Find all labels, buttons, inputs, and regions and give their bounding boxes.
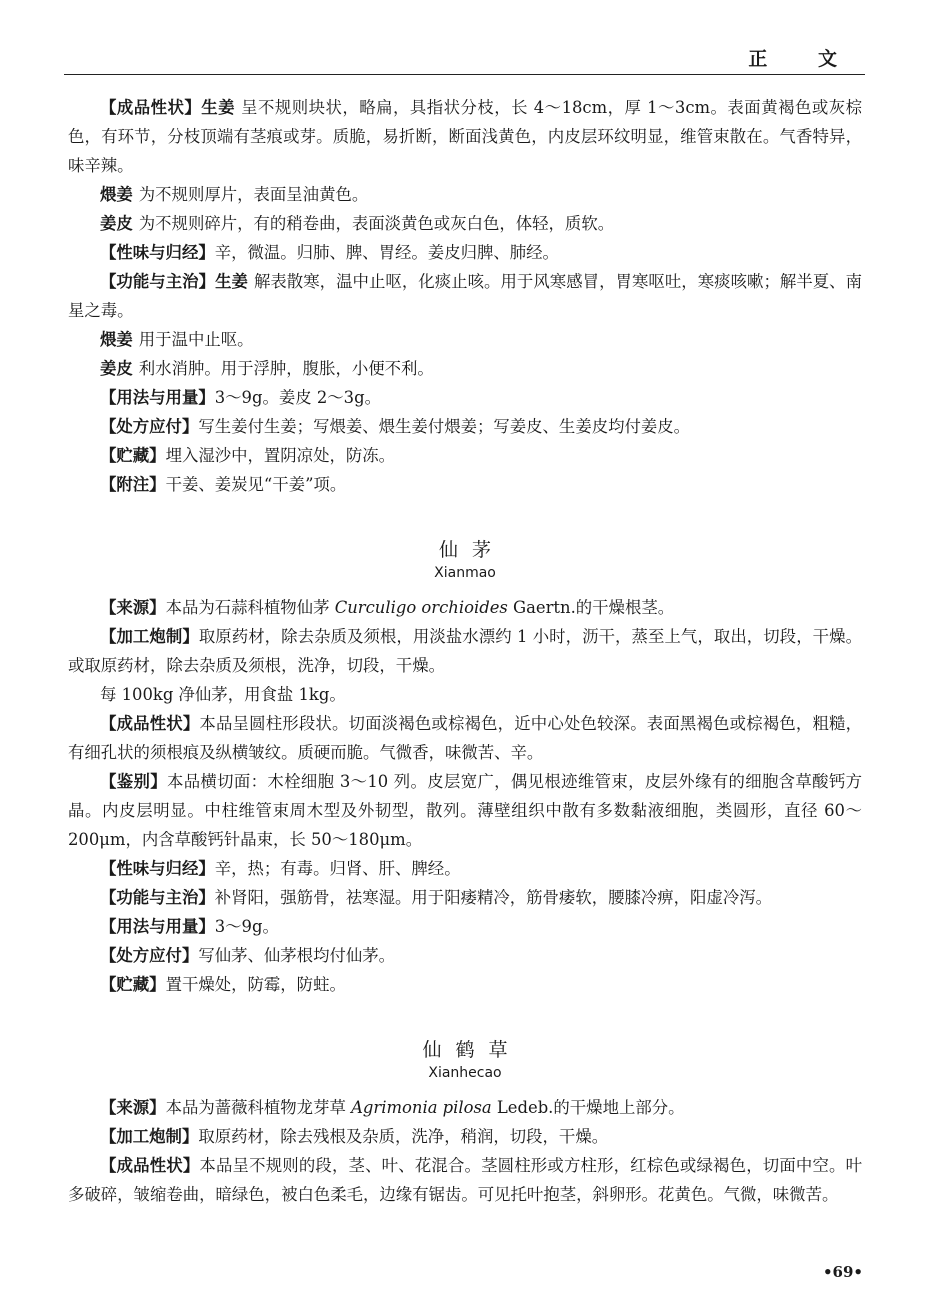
paragraph bbox=[68, 854, 862, 883]
paragraph-text: 辛，热；有毒。归肾、肝、脾经。 bbox=[214, 859, 461, 878]
entry-pinyin: Xianhecao bbox=[428, 1065, 502, 1081]
header-title: 正 文 bbox=[748, 48, 859, 70]
section-heading: 【加工炮制】 bbox=[100, 1127, 199, 1146]
paragraph-text: 置干燥处，防霉，防蛀。 bbox=[165, 975, 346, 994]
section-heading: 【处方应付】 bbox=[100, 417, 199, 436]
paragraph bbox=[68, 970, 862, 999]
paragraph-text: 3～9g。姜皮 2～3g。 bbox=[214, 388, 381, 407]
section-heading: 【用法与用量】 bbox=[100, 917, 215, 936]
paragraph-text: 干姜、姜炭见“干姜”项。 bbox=[165, 475, 347, 494]
page-header bbox=[64, 40, 865, 75]
section-heading: 【贮藏】 bbox=[100, 975, 166, 994]
paragraph bbox=[68, 470, 862, 499]
page-number: •69• bbox=[822, 1263, 863, 1281]
keyword: 煨姜 bbox=[100, 185, 133, 204]
paragraph bbox=[68, 180, 862, 209]
paragraph bbox=[68, 93, 862, 180]
paragraph-text: 解表散寒，温中止呕，化痰止咳。用于风寒感冒，胃寒呕吐，寒痰咳嗽；解半夏、南星之毒。 bbox=[68, 272, 863, 320]
paragraph-text: 辛，微温。归肺、脾、胃经。姜皮归脾、肺经。 bbox=[214, 243, 559, 262]
paragraph bbox=[68, 941, 862, 970]
section-heading: 【成品性状】 bbox=[100, 714, 200, 733]
paragraph bbox=[68, 883, 862, 912]
paragraph bbox=[68, 441, 862, 470]
section-heading: 【成品性状】 bbox=[100, 98, 202, 117]
paragraph-text: 埋入湿沙中，置阴凉处，防冻。 bbox=[165, 446, 396, 465]
section-heading: 【来源】 bbox=[100, 598, 166, 617]
paragraph-text: 本品横切面：木栓细胞 3～10 列。皮层宽广，偶见根迹维管束，皮层外缘有的细胞含草酸钙方晶。内皮层明显。中柱维管束周木型及外韧型，散列。薄壁组织中散有多数黏液细胞，类圆形，直径 60～200μm，内含草酸钙针晶束，长 50～180μm。 bbox=[68, 772, 863, 849]
entry-title: 仙鹤草 bbox=[422, 1039, 522, 1061]
paragraph bbox=[68, 412, 862, 441]
paragraph bbox=[68, 622, 862, 680]
paragraph bbox=[68, 383, 862, 412]
paragraph-text: Ledeb.的干燥地上部分。 bbox=[491, 1098, 685, 1117]
section-heading: 【附注】 bbox=[100, 475, 166, 494]
page-content bbox=[68, 93, 862, 1209]
paragraph bbox=[68, 238, 862, 267]
section-heading: 【贮藏】 bbox=[100, 446, 166, 465]
paragraph-text: 3～9g。 bbox=[214, 917, 279, 936]
keyword: 生姜 bbox=[201, 98, 236, 117]
paragraph-text: 利水消肿。用于浮肿，腹胀，小便不利。 bbox=[138, 359, 434, 378]
paragraph-text: 补肾阳，强筋骨，祛寒湿。用于阳痿精冷，筋骨痿软，腰膝冷痹，阳虚冷泻。 bbox=[214, 888, 773, 907]
paragraph-text: Gaertn.的干燥根茎。 bbox=[507, 598, 675, 617]
section-heading: 【鉴别】 bbox=[100, 772, 167, 791]
section-heading: 【来源】 bbox=[100, 1098, 166, 1117]
paragraph-text: 取原药材，除去杂质及须根，用淡盐水漂约 1 小时，沥干，蒸至上气，取出，切段，干燥。或取原药材，除去杂质及须根，洗净，切段，干燥。 bbox=[68, 627, 862, 675]
paragraph bbox=[68, 767, 862, 854]
paragraph-text: 本品呈不规则的段，茎、叶、花混合。茎圆柱形或方柱形，红棕色或绿褐色，切面中空。叶多破碎，皱缩卷曲，暗绿色，被白色柔毛，边缘有锯齿。可见托叶抱茎，斜卵形。花黄色。气微，味微苦。 bbox=[68, 1156, 863, 1204]
paragraph-text: 本品为蔷薇科植物龙芽草 bbox=[165, 1098, 352, 1117]
section-heading: 【性味与归经】 bbox=[100, 243, 215, 262]
paragraph bbox=[68, 209, 862, 238]
paragraph-text: 本品呈圆柱形段状。切面淡褐色或棕褐色，近中心处色较深。表面黑褐色或棕褐色，粗糙，有细孔状的须根痕及纵横皱纹。质硬而脆。气微香，味微苦、辛。 bbox=[68, 714, 863, 762]
entry-title: 仙茅 bbox=[438, 539, 505, 561]
latin-name: Curculigo orchioides bbox=[334, 598, 508, 617]
keyword: 姜皮 bbox=[100, 359, 133, 378]
paragraph-text: 写生姜付生姜；写煨姜、煨生姜付煨姜；写姜皮、生姜皮均付姜皮。 bbox=[198, 417, 691, 436]
paragraph bbox=[68, 912, 862, 941]
paragraph bbox=[68, 1093, 862, 1122]
paragraph-text: 每 100kg 净仙茅，用食盐 1kg。 bbox=[100, 685, 346, 704]
paragraph bbox=[68, 680, 862, 709]
paragraph bbox=[68, 1122, 862, 1151]
section-heading: 【加工炮制】 bbox=[100, 627, 199, 646]
paragraph-text: 呈不规则块状，略扁，具指状分枝，长 4～18cm，厚 1～3cm。表面黄褐色或灰棕色，有环节，分枝顶端有茎痕或芽。质脆，易折断，断面浅黄色，内皮层环纹明显，维管束散在。气香特异，味辛辣。 bbox=[68, 98, 862, 175]
keyword: 生姜 bbox=[215, 272, 248, 291]
paragraph bbox=[68, 267, 862, 325]
paragraph bbox=[68, 325, 862, 354]
paragraph-text: 为不规则厚片，表面呈油黄色。 bbox=[138, 185, 369, 204]
entry-pinyin: Xianmao bbox=[434, 565, 496, 581]
paragraph bbox=[68, 709, 862, 767]
section-heading: 【性味与归经】 bbox=[100, 859, 215, 878]
section-heading: 【功能与主治】 bbox=[100, 272, 216, 291]
paragraph-text: 本品为石蒜科植物仙茅 bbox=[165, 598, 335, 617]
paragraph bbox=[68, 593, 862, 622]
paragraph-text: 为不规则碎片，有的稍卷曲，表面淡黄色或灰白色，体轻，质软。 bbox=[138, 214, 615, 233]
section-heading: 【成品性状】 bbox=[100, 1156, 200, 1175]
latin-name: Agrimonia pilosa bbox=[351, 1098, 492, 1117]
keyword: 姜皮 bbox=[100, 214, 133, 233]
paragraph-text: 写仙茅、仙茅根均付仙茅。 bbox=[198, 946, 396, 965]
paragraph bbox=[68, 354, 862, 383]
keyword: 煨姜 bbox=[100, 330, 133, 349]
paragraph-text: 用于温中止呕。 bbox=[138, 330, 254, 349]
paragraph-text: 取原药材，除去残根及杂质，洗净，稍润，切段，干燥。 bbox=[198, 1127, 609, 1146]
section-heading: 【用法与用量】 bbox=[100, 388, 215, 407]
paragraph bbox=[68, 1151, 862, 1209]
section-heading: 【功能与主治】 bbox=[100, 888, 215, 907]
section-heading: 【处方应付】 bbox=[100, 946, 199, 965]
